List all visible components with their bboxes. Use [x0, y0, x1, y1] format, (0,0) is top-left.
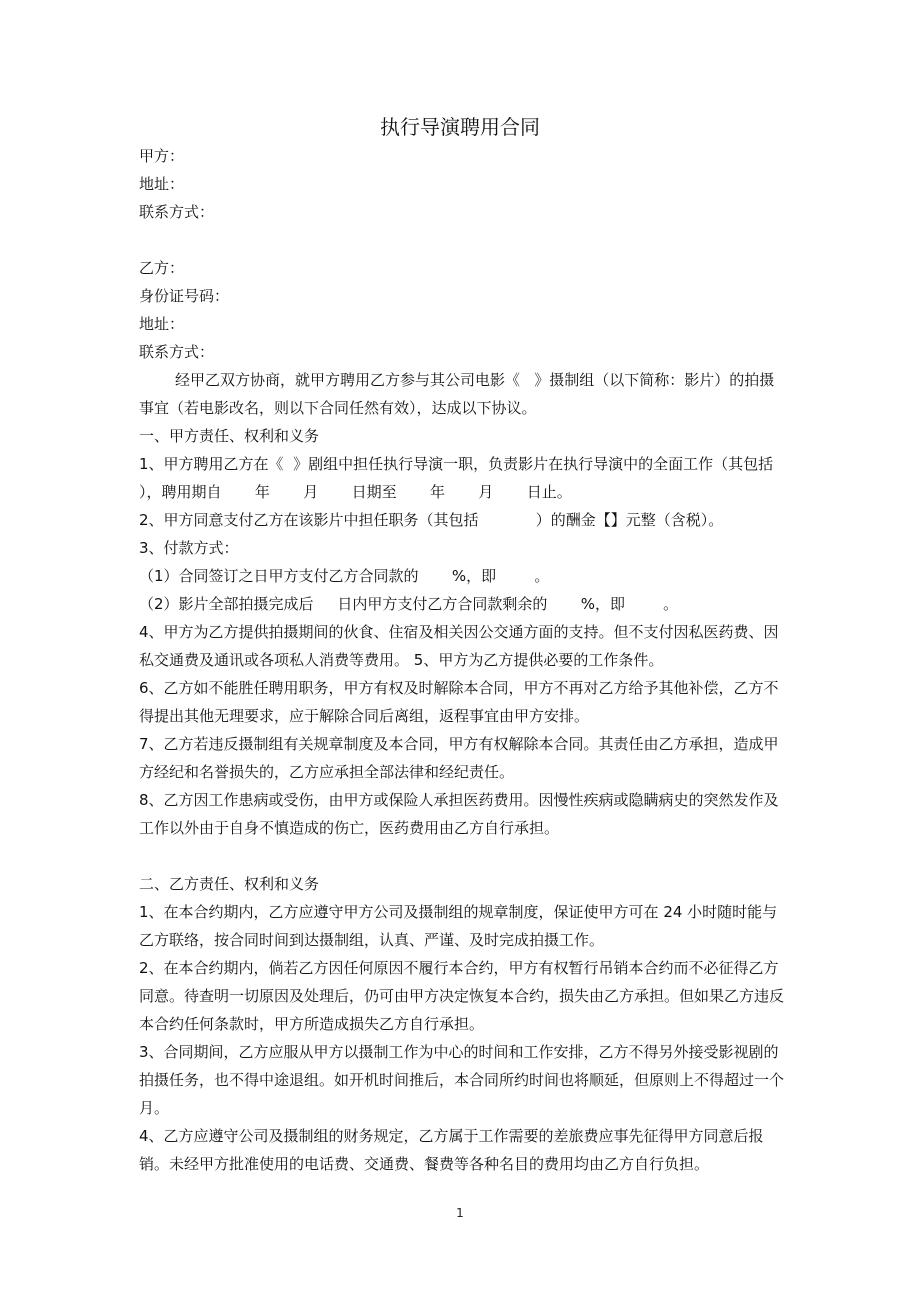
section-1-item: （1）合同签订之日甲方支付乙方合同款的 %，即 。 [139, 567, 550, 585]
section-1-item: 1、甲方聘用乙方在《 》剧组中担任执行导演一职，负责影片在执行导演中的全面工作（其包括 ），聘用期自 年 月 日期至 年 月 日止。 [139, 455, 831, 501]
section-1-item: 2、甲方同意支付乙方在该影片中担任职务（其包括 ）的酬金【】元整（含税）。 [139, 511, 724, 529]
section-1-item: （2）影片全部拍摄完成后 日内甲方支付乙方合同款剩余的 %，即 。 [139, 595, 679, 613]
party-a-name: 甲方： [139, 147, 185, 165]
section-1-item: 7、乙方若违反摄制组有关规章制度及本合同，甲方有权解除本合同。其责任由乙方承担，造成甲方经纪和名誉损失的，乙方应承担全部法律和经纪责任。 [139, 735, 779, 781]
section-1-heading: 一、甲方责任、权利和义务 [139, 427, 320, 445]
section-1-item: 8、乙方因工作患病或受伤，由甲方或保险人承担医药费用。因慢性疾病或隐瞒病史的突然发作及工作以外由于自身不慎造成的伤亡，医药费用由乙方自行承担。 [139, 791, 779, 837]
blank-line [139, 226, 789, 254]
document-body [139, 142, 831, 1178]
party-a-address: 地址： [139, 175, 185, 193]
party-a-contact: 联系方式： [139, 203, 215, 221]
section-2-item: 1、在本合约期内，乙方应遵守甲方公司及摄制组的规章制度，保证使甲方可在 24 小时随时能与乙方联络，按合同时间到达摄制组，认真、严谨、及时完成拍摄工作。 [139, 903, 778, 949]
intro-paragraph: 经甲乙双方协商，就甲方聘用乙方参与其公司电影《 》摄制组（以下简称：影片）的拍摄事宜（若电影改名，则以下合同任然有效），达成以下协议。 [139, 371, 775, 417]
section-2-item: 3、合同期间，乙方应服从甲方以摄制工作为中心的时间和工作安排，乙方不得另外接受影视剧的拍摄任务，也不得中途退组。如开机时间推后，本合同所约时间也将顺延，但原则上不得超过一个月。 [139, 1043, 785, 1117]
party-b-address: 地址： [139, 315, 185, 333]
blank-line [139, 842, 789, 870]
page-number: 1 [456, 1206, 464, 1220]
party-b-contact: 联系方式： [139, 343, 215, 361]
section-2-item: 4、乙方应遵守公司及摄制组的财务规定，乙方属于工作需要的差旅费应事先征得甲方同意后报销。未经甲方批准使用的电话费、交通费、餐费等各种名目的费用均由乙方自行负担。 [139, 1127, 764, 1173]
party-b-id-number: 身份证号码： [139, 287, 230, 305]
section-2-item: 2、在本合约期内，倘若乙方因任何原因不履行本合约，甲方有权暂行吊销本合约而不必征得乙方同意。待查明一切原因及处理后，仍可由甲方决定恢复本合约，损失由乙方承担。但如果乙方违反本合约任何条款时，甲方所造成损失乙方自行承担。 [139, 959, 785, 1033]
section-2-heading: 二、乙方责任、权利和义务 [139, 875, 320, 893]
section-1-item: 6、乙方如不能胜任聘用职务，甲方有权及时解除本合同，甲方不再对乙方给予其他补偿，乙方不得提出其他无理要求，应于解除合同后离组，返程事宜由甲方安排。 [139, 679, 779, 725]
section-1-item: 3、付款方式： [139, 539, 239, 557]
document-title: 执行导演聘用合同 [380, 115, 540, 139]
party-b-name: 乙方： [139, 259, 185, 277]
section-1-item: 4、甲方为乙方提供拍摄期间的伙食、住宿及相关因公交通方面的支持。但不支付因私医药费、因私交通费及通讯或各项私人消费等费用。 5、甲方为乙方提供必要的工作条件。 [139, 623, 779, 669]
